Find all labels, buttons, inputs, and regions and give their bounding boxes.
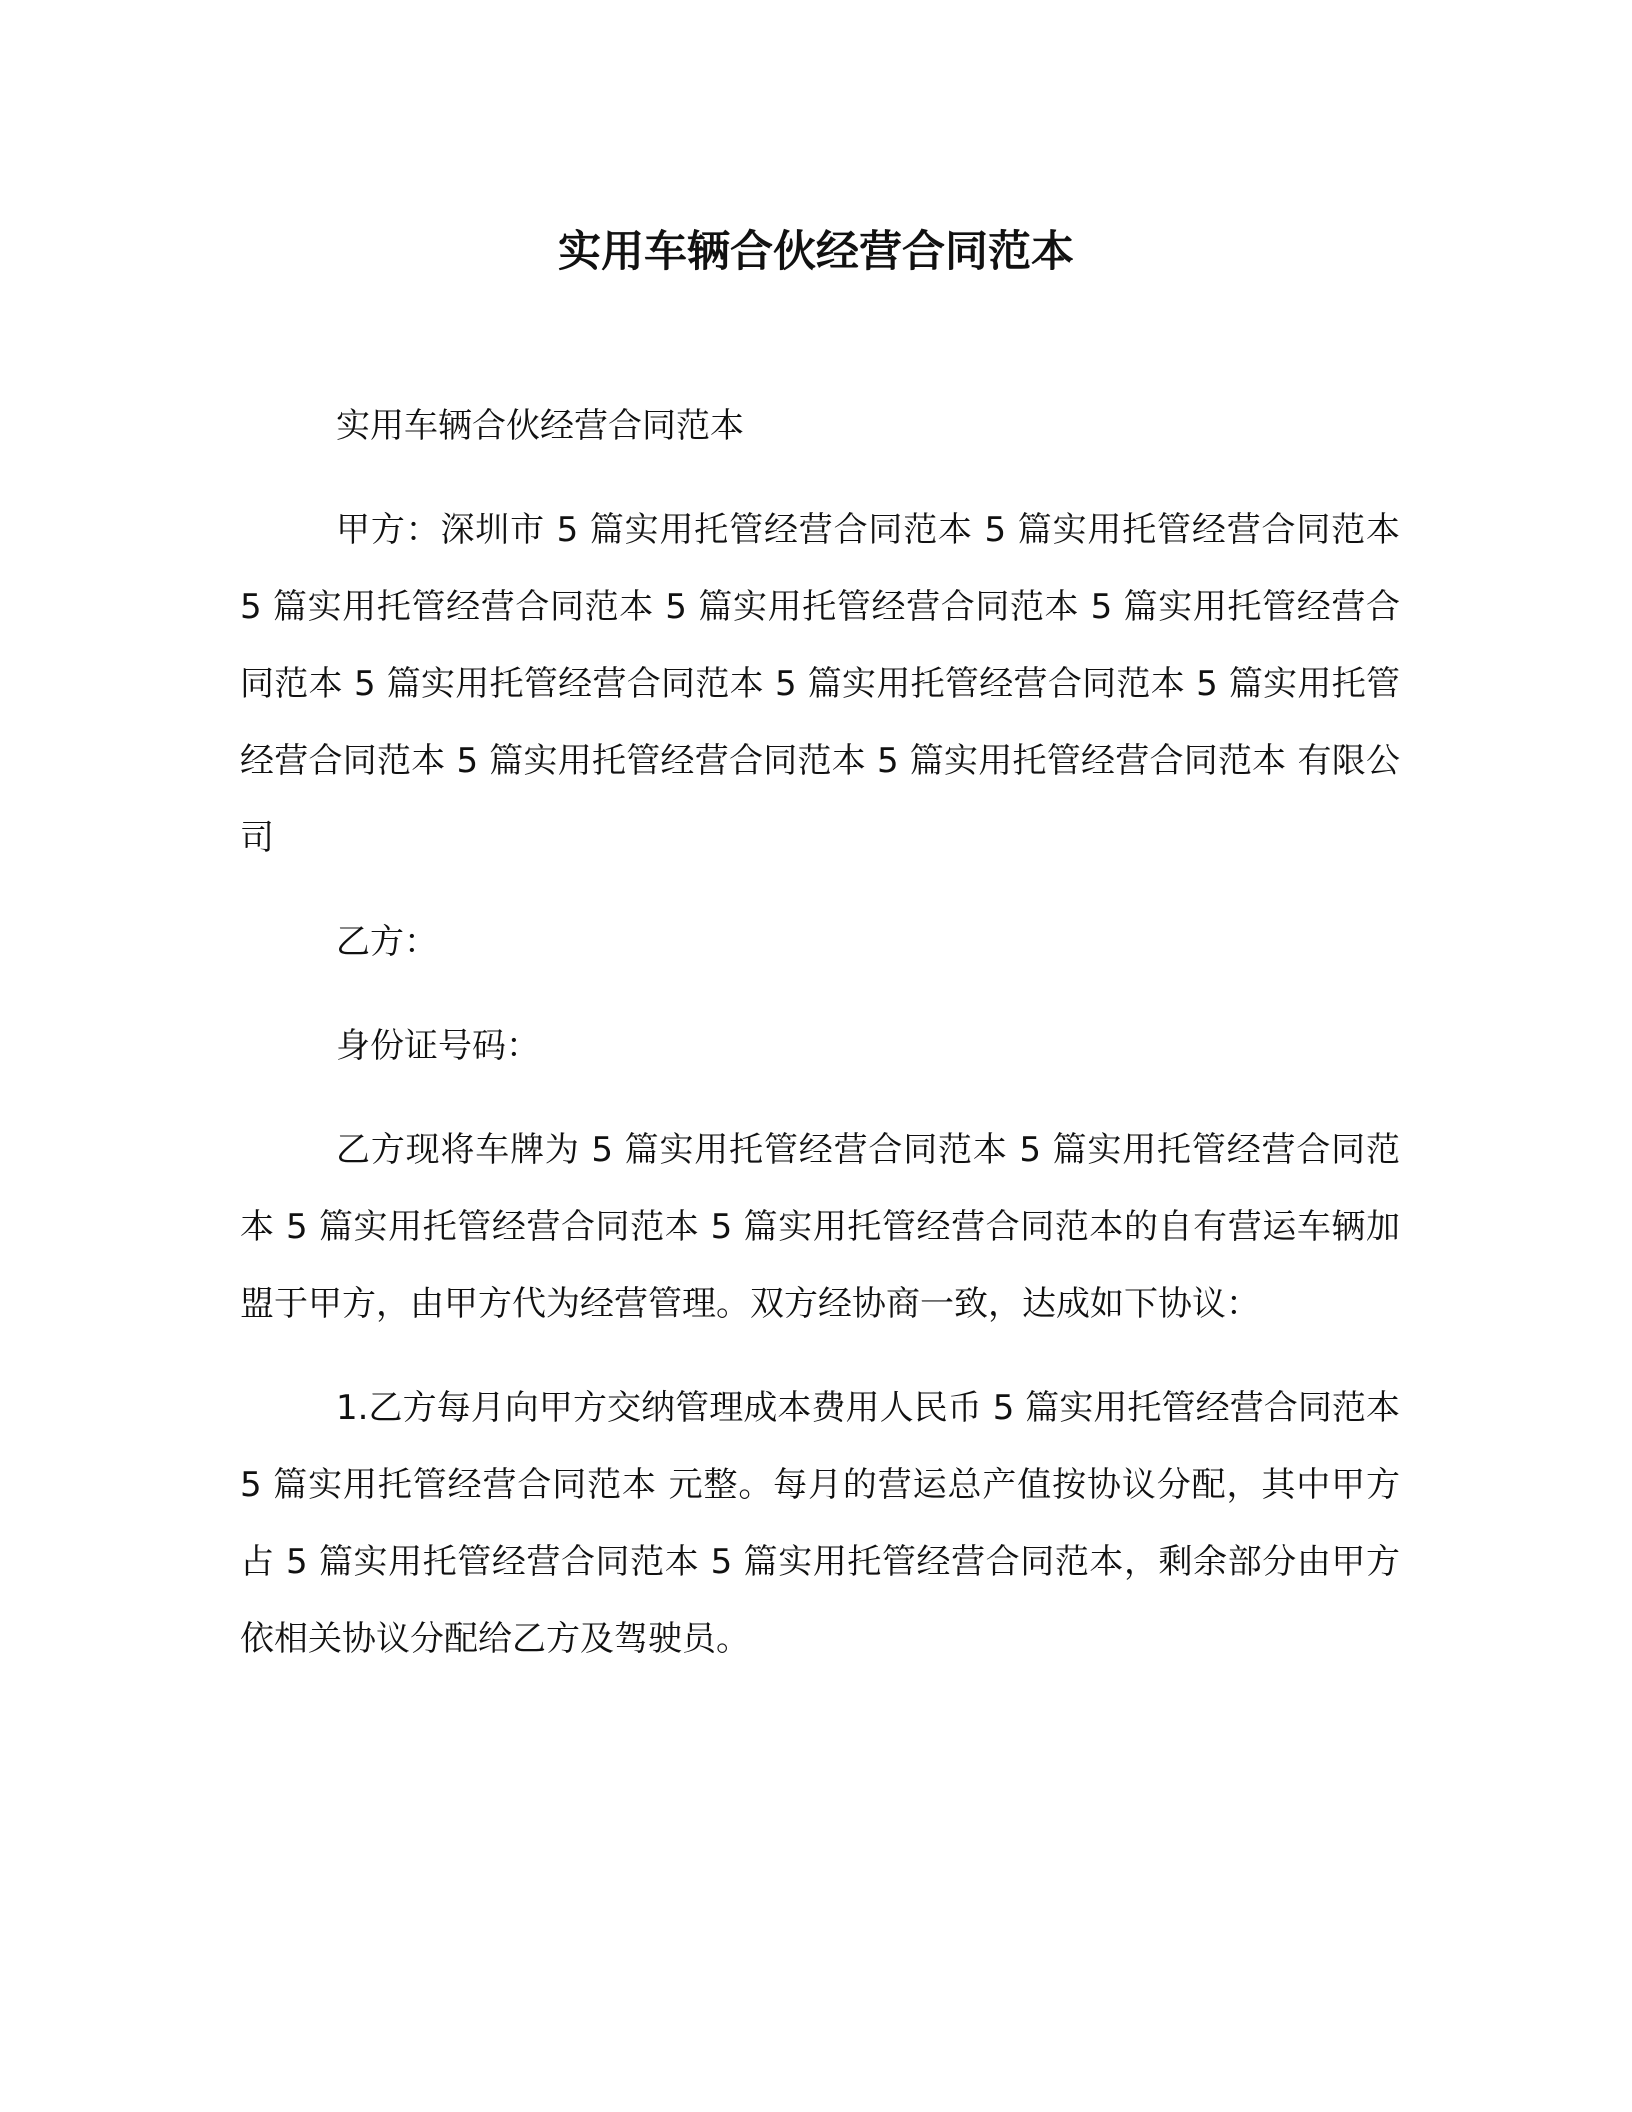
clause-1-paragraph: 1.乙方每月向甲方交纳管理成本费用人民币 5 篇实用托管经营合同范本 5 篇实用托管经营合同范本 元整。每月的营运总产值按协议分配，其中甲方占 5 篇实用托管经营合同范本 5 篇实用托管经营合同范本，剩余部分由甲方依相关协议分配给乙方及驾驶员。 xyxy=(240,1388,1400,1659)
subtitle-paragraph: 实用车辆合伙经营合同范本 xyxy=(336,406,744,446)
id-number-paragraph: 身份证号码： xyxy=(336,1026,540,1066)
party-a-paragraph: 甲方：深圳市 5 篇实用托管经营合同范本 5 篇实用托管经营合同范本 5 篇实用托管经营合同范本 5 篇实用托管经营合同范本 5 篇实用托管经营合同范本 5 篇实用托管经营合同范本 5 篇实用托管经营合同范本 5 篇实用托管经营合同范本 5 篇实用托管经营合同范本 5 篇实用托管经营合同范本 有限公司 xyxy=(240,510,1400,858)
party-b-paragraph: 乙方： xyxy=(336,922,438,962)
document-body xyxy=(240,388,1400,1705)
document-title: 实用车辆合伙经营合同范本 xyxy=(558,227,1074,277)
vehicle-agreement-paragraph: 乙方现将车牌为 5 篇实用托管经营合同范本 5 篇实用托管经营合同范本 5 篇实用托管经营合同范本 5 篇实用托管经营合同范本的自有营运车辆加盟于甲方，由甲方代为经营管理。双方经协商一致，达成如下协议： xyxy=(240,1130,1400,1324)
